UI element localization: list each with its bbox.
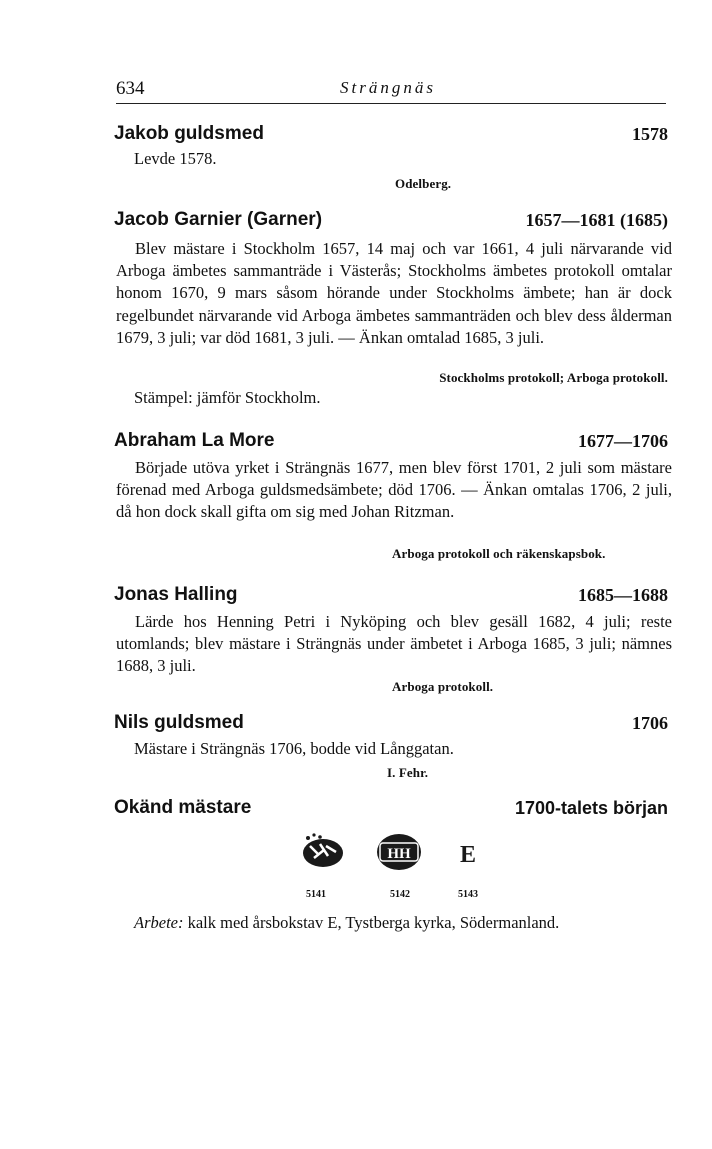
entry-name: Nils guldsmed [114,712,244,733]
running-title: Strängnäs [340,78,436,97]
page-number: 634 [116,78,145,99]
entry-date: 1677—1706 [578,431,668,451]
entry-source: Odelberg. [395,176,452,191]
mark-number: 5141 [306,889,326,900]
mark-number: 5143 [458,889,478,900]
entry-source: Arboga protokoll och räkenskapsbok. [392,546,606,561]
entry-date: 1700-talets början [514,798,668,818]
entry-text: Levde 1578. [134,149,217,168]
entry-name: Jakob guldsmed [114,123,264,144]
header-rule [116,103,666,104]
mark-label: HH [387,846,411,862]
mark-5141-icon [303,833,343,867]
mark-number: 5142 [390,889,410,900]
entry-date: 1657—1681 (1685) [525,210,668,230]
entry-text: Började utöva yrket i Strängnäs 1677, men blev först 1701, 2 juli som mästare förenad med Arboga guldsmedsämbete; död 1706. — Änkan omtalas 1706, 2 juli, då hon dock skall gifta om sig med Johan Ritzman. [116,458,672,522]
arbete-line [134,913,559,933]
entry-name: Abraham La More [114,430,275,451]
mark-5142-icon [377,834,421,870]
arbete-text: kalk med årsbokstav E, Tystberga kyrka, Södermanland. [183,913,560,932]
entry-source: I. Fehr. [387,765,429,780]
entry-name: Jacob Garnier (Garner) [114,209,323,230]
entry-name: Okänd mästare [114,797,252,818]
entry-date: 1578 [632,124,668,144]
entry-name: Jonas Halling [114,584,238,605]
mark-5143-letter: E [459,842,477,868]
entry-text: Lärde hos Henning Petri i Nyköping och blev gesäll 1682, 4 juli; reste utomlands; blev mästare i Strängnäs under ämbetet i Arboga 1685, 3 juli; nämnes 1688, 3 juli. [116,612,672,676]
makers-marks [296,830,506,872]
arbete-lead: Arbete: [134,913,184,932]
stamp-note: Stämpel: jämför Stockholm. [134,388,321,407]
entry-date: 1685—1688 [578,585,668,605]
entry-text: Blev mästare i Stockholm 1657, 14 maj och var 1661, 4 juli närvarande vid Arboga ämbetes sammanträde i Västerås; Stockholms ämbetes protokoll omtalar honom 1670, 9 mars såsom hörande under Stockholms ämbete; han är dock regelbundet närvarande vid Arboga ämbetes sammanträden och blev dess ålderman 1679, 3 juli; var död 1681, 3 juli. — Änkan omtalad 1685, 3 juli. [116,239,672,347]
entry-text: Mästare i Strängnäs 1706, bodde vid Långgatan. [134,739,454,758]
entry-date: 1706 [632,713,668,733]
entry-source: Arboga protokoll. [392,679,494,694]
entry-source: Stockholms protokoll; Arboga protokoll. [439,370,668,385]
